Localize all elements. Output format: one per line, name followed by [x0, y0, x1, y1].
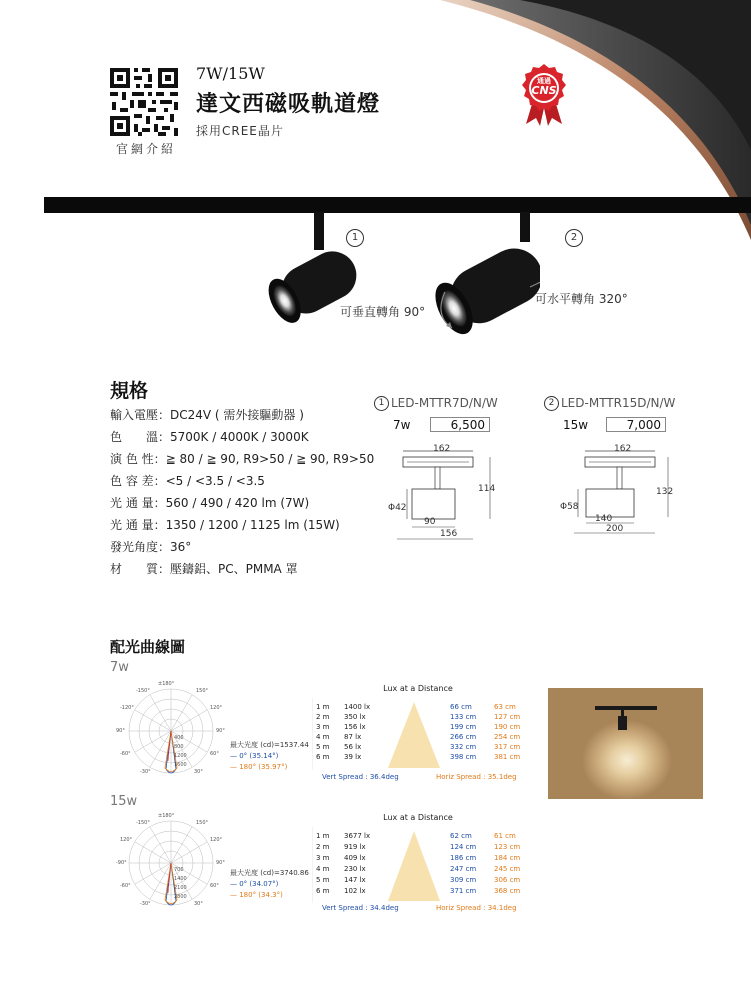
- polar-ring-label: 400: [174, 735, 184, 741]
- product-title: 達文西磁吸軌道燈: [196, 91, 381, 117]
- polar-angle: 30°: [194, 769, 203, 775]
- model2-code: LED-MTTR15D/N/W: [561, 396, 676, 410]
- lux-row: 1 m 1400 lx 66 cm 63 cm: [316, 703, 516, 711]
- max-intensity-15w: [230, 868, 309, 901]
- polar-angle: 90°: [216, 860, 225, 866]
- model1-watt: 7w: [393, 418, 411, 432]
- polar-angle: 90°: [116, 728, 125, 734]
- lamp1-number: 1: [346, 229, 364, 247]
- lux-row: 3 m 409 lx 186 cm 184 cm: [316, 854, 521, 862]
- polar-chart-7w: [116, 683, 226, 778]
- vert-spread: Vert Spread : 36.4deg: [322, 773, 399, 781]
- polar-angle: ±180°: [158, 681, 175, 687]
- specs-title: 規格: [110, 380, 149, 402]
- spec-row: 光 通 量：1350 / 1200 / 1125 lm (15W): [110, 518, 340, 532]
- lux-row: 5 m 147 lx 309 cm 306 cm: [316, 876, 521, 884]
- polar-angle: -60°: [120, 883, 131, 889]
- specs-list: [110, 404, 375, 580]
- lux-row: 1 m 3677 lx 62 cm 61 cm: [316, 832, 516, 840]
- lux-title: Lux at a Distance: [383, 813, 453, 822]
- watt-title: 7W/15W: [196, 64, 265, 83]
- polar-ring-label: 1400: [174, 876, 187, 882]
- vert-spread: Vert Spread : 34.4deg: [322, 904, 399, 912]
- lux-row: 6 m 39 lx 398 cm 381 cm: [316, 753, 521, 761]
- spec-row: 色 溫：5700K / 4000K / 3000K: [110, 430, 309, 444]
- curve-7w-label: 7w: [110, 660, 129, 675]
- polar-angle: 30°: [194, 901, 203, 907]
- ceiling-lamp-graphic: [548, 688, 703, 799]
- model2-dim-height: 132: [656, 487, 674, 497]
- polar-angle: -150°: [136, 688, 150, 694]
- spec-row: 輸入電壓：DC24V ( 需外接驅動器 ): [110, 408, 304, 422]
- model1-dim-length: 162: [433, 444, 451, 454]
- spec-row: 演 色 性：≧ 80 / ≧ 90, R9>50 / ≧ 90, R9>50: [110, 452, 375, 466]
- qr-label: 官網介紹: [115, 142, 176, 156]
- polar-angle: -60°: [120, 751, 131, 757]
- polar-angle: 60°: [210, 883, 219, 889]
- lux-row: 2 m 350 lx 133 cm 127 cm: [316, 713, 521, 721]
- polar-angle: 120°: [210, 705, 223, 711]
- model1-number: 1: [374, 396, 389, 411]
- max-intensity-180deg: — 180° (34.3°): [230, 891, 283, 899]
- max-intensity-7w: [230, 740, 309, 773]
- polar-ring-label: 1600: [174, 762, 187, 768]
- max-intensity-value: 最大光度 (cd)=3740.86: [230, 869, 309, 877]
- lux-title: Lux at a Distance: [383, 684, 453, 693]
- cns-badge-top: 通過: [537, 77, 551, 85]
- polar-ring-label: 800: [174, 744, 184, 750]
- polar-angle: -30°: [140, 901, 151, 907]
- polar-angle: ±180°: [158, 813, 175, 819]
- lux-row: 6 m 102 lx 371 cm 368 cm: [316, 887, 521, 895]
- polar-angle: -150°: [136, 820, 150, 826]
- model1-dim-diameter: Φ42: [388, 503, 407, 513]
- polar-angle: 120°: [120, 837, 133, 843]
- track-lamps-illustration: [240, 212, 540, 342]
- polar-ring-label: 700: [174, 867, 184, 873]
- curves-title: 配光曲線圖: [110, 638, 186, 656]
- model1-price: 6,500: [430, 417, 490, 432]
- model2-watt: 15w: [563, 418, 589, 432]
- spec-row: 材 質：壓鑄鋁、PC、PMMA 罩: [110, 562, 298, 576]
- cns-badge: [518, 64, 570, 126]
- chip-note: 採用CREE晶片: [196, 124, 284, 138]
- polar-angle: 90°: [216, 728, 225, 734]
- room-light-photo: [548, 688, 703, 799]
- model1-dim-total: 156: [440, 529, 458, 539]
- qr-code-graphic: [108, 66, 180, 138]
- polar-angle: -120°: [120, 705, 134, 711]
- lux-row: 3 m 156 lx 199 cm 190 cm: [316, 723, 521, 731]
- model2-dim-length: 162: [614, 444, 632, 454]
- lamp2-number: 2: [565, 229, 583, 247]
- polar-chart-15w: [116, 815, 226, 910]
- lux-row: 5 m 56 lx 332 cm 317 cm: [316, 743, 521, 751]
- polar-ring-label: 2800: [174, 894, 187, 900]
- vertical-rotation-label: 可垂直轉角 90°: [340, 305, 426, 319]
- spec-row: 發光角度：36°: [110, 540, 192, 554]
- model1-dim-height: 114: [478, 484, 496, 494]
- polar-grid-7w: [116, 683, 226, 778]
- model2-dim-total: 200: [606, 524, 624, 534]
- polar-ring-label: 1200: [174, 753, 187, 759]
- lux-table-7w: [312, 684, 524, 794]
- model1-code: LED-MTTR7D/N/W: [391, 396, 498, 410]
- model2-number: 2: [544, 396, 559, 411]
- lux-table-15w: [312, 813, 524, 923]
- polar-angle: 150°: [196, 820, 209, 826]
- polar-grid-15w: [116, 815, 226, 910]
- model1-dim-body: 90: [424, 517, 436, 527]
- model2-dim-diameter: Φ58: [560, 502, 579, 512]
- spec-row: 色 容 差：<5 / <3.5 / <3.5: [110, 474, 265, 488]
- cns-badge-main: CNS: [531, 84, 557, 97]
- polar-angle: -30°: [140, 769, 151, 775]
- polar-angle: 60°: [210, 751, 219, 757]
- max-intensity-0deg: — 0° (35.14°): [230, 752, 279, 760]
- max-intensity-value: 最大光度 (cd)=1537.44: [230, 741, 309, 749]
- horiz-spread: Horiz Spread : 35.1deg: [436, 773, 517, 781]
- qr-code[interactable]: [108, 66, 180, 138]
- polar-angle: 150°: [196, 688, 209, 694]
- max-intensity-180deg: — 180° (35.97°): [230, 763, 288, 771]
- curve-15w-label: 15w: [110, 794, 138, 809]
- model2-price: 7,000: [606, 417, 666, 432]
- max-intensity-0deg: — 0° (34.07°): [230, 880, 279, 888]
- spec-row: 光 通 量：560 / 490 / 420 lm (7W): [110, 496, 310, 510]
- horiz-spread: Horiz Spread : 34.1deg: [436, 904, 517, 912]
- track-rail: [44, 197, 751, 213]
- model2-dim-body: 140: [595, 514, 613, 524]
- polar-ring-label: 2100: [174, 885, 187, 891]
- polar-angle: 120°: [210, 837, 223, 843]
- horizontal-rotation-label: 可水平轉角 320°: [535, 292, 628, 306]
- polar-angle: -90°: [116, 860, 127, 866]
- lux-row: 2 m 919 lx 124 cm 123 cm: [316, 843, 521, 851]
- lux-row: 4 m 230 lx 247 cm 245 cm: [316, 865, 521, 873]
- lux-row: 4 m 87 lx 266 cm 254 cm: [316, 733, 521, 741]
